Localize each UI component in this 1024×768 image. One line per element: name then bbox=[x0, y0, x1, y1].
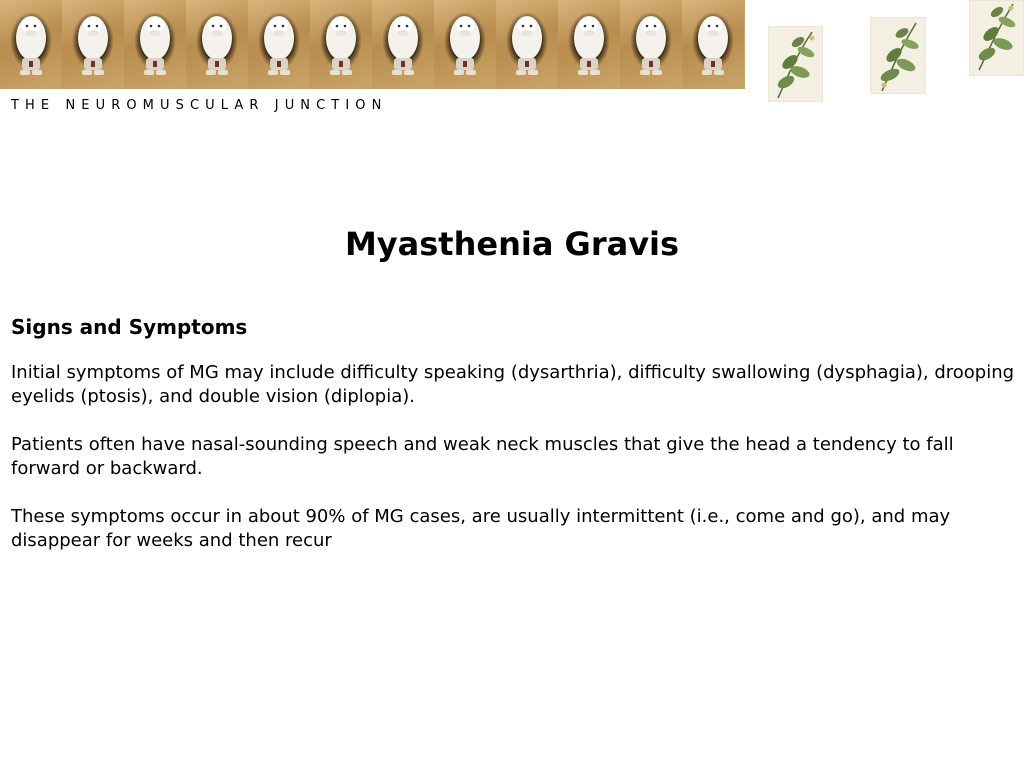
banner-tile bbox=[682, 0, 744, 89]
paragraph: Patients often have nasal-sounding speech and weak neck muscles that give the head a tendency to fall forward or backward. bbox=[11, 434, 954, 479]
paragraph: Initial symptoms of MG may include difficulty speaking (dysarthria), difficulty swallowing (dysphagia), drooping eyelids (ptosis), and double vision (diplopia). bbox=[11, 362, 1015, 407]
plant-illustration-icon bbox=[969, 0, 1024, 76]
cartoon-figure-icon bbox=[73, 12, 113, 78]
banner-tile bbox=[496, 0, 558, 89]
banner-tile bbox=[62, 0, 124, 89]
cartoon-figure-icon bbox=[631, 12, 671, 78]
cartoon-figure-icon bbox=[383, 12, 423, 78]
cartoon-figure-icon bbox=[11, 12, 51, 78]
section-subheading: Signs and Symptoms bbox=[11, 315, 248, 339]
slide-title: Myasthenia Gravis bbox=[344, 225, 680, 263]
plant-illustration-icon bbox=[870, 17, 926, 94]
cartoon-figure-icon bbox=[445, 12, 485, 78]
plant-illustration-icon bbox=[768, 26, 823, 102]
banner-tile bbox=[310, 0, 372, 89]
banner-tile bbox=[124, 0, 186, 89]
cartoon-figure-icon bbox=[321, 12, 361, 78]
paragraph: These symptoms occur in about 90% of MG cases, are usually intermittent (i.e., come and go), and may disappear for weeks and then recur bbox=[11, 506, 951, 551]
cartoon-figure-icon bbox=[693, 12, 733, 78]
cartoon-figure-icon bbox=[259, 12, 299, 78]
cartoon-figure-icon bbox=[135, 12, 175, 78]
banner-tile bbox=[434, 0, 496, 89]
banner-tile bbox=[620, 0, 682, 89]
cartoon-figure-icon bbox=[569, 12, 609, 78]
header-banner bbox=[0, 0, 745, 89]
banner-tile bbox=[186, 0, 248, 89]
banner-tile bbox=[558, 0, 620, 89]
section-label: THE NEUROMUSCULAR JUNCTION bbox=[11, 98, 388, 113]
banner-tile bbox=[372, 0, 434, 89]
banner-tile bbox=[248, 0, 310, 89]
cartoon-figure-icon bbox=[197, 12, 237, 78]
cartoon-figure-icon bbox=[507, 12, 547, 78]
body-text bbox=[11, 361, 1017, 577]
banner-tile bbox=[0, 0, 62, 89]
